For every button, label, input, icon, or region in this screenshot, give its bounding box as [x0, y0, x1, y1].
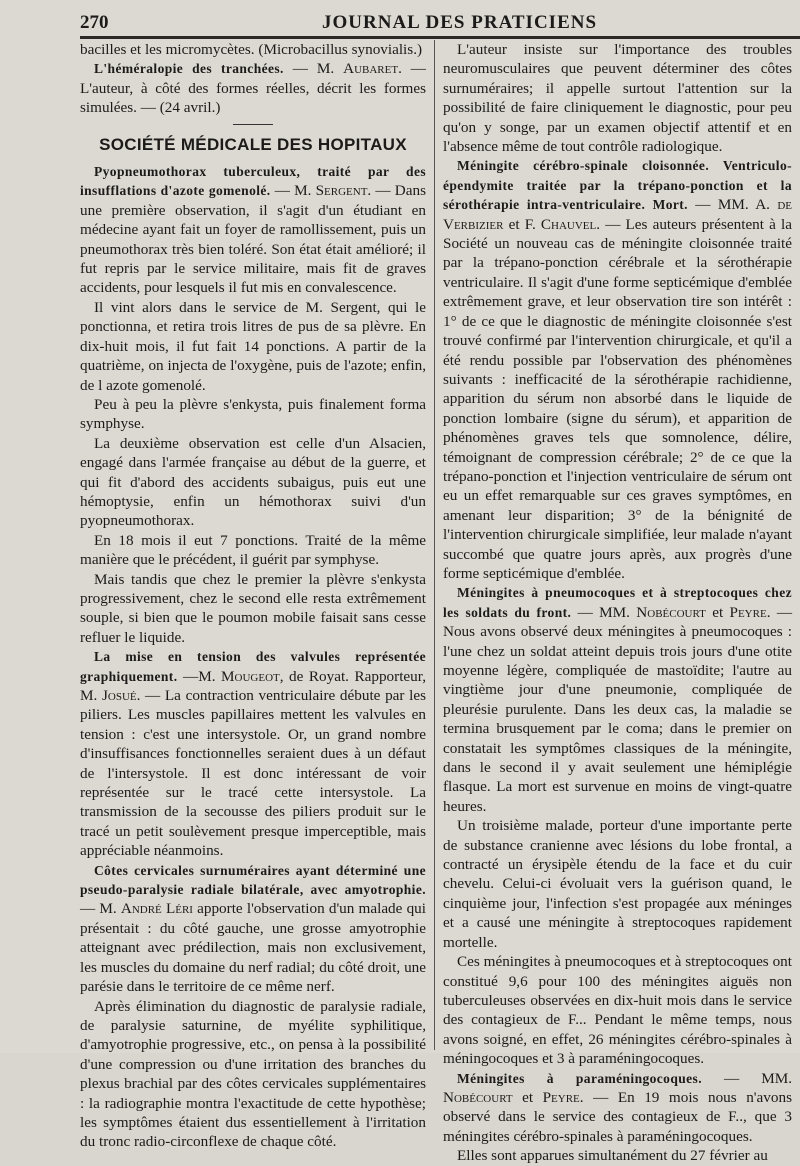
author-name: Aubaret	[343, 60, 399, 78]
paragraph: La deuxième observation est celle d'un Alsacien, engagé dans l'armée française au début de la guerre, et qui fit d'abord des accidents subaigus, puis eut une hémoptysie, enfin un hémothorax suivi d'un pyopneumothorax.	[80, 434, 426, 530]
paragraph: En 18 mois il eut 7 ponctions. Traité de la même manière que le précédent, il guérit par symphyse.	[80, 531, 426, 569]
author-name: Sergent	[315, 182, 368, 200]
header-rule	[80, 36, 800, 39]
paragraph: Un troisième malade, porteur d'une importante perte de substance cranienne avec lésions du lobe frontal, a contracté un érysipèle étendu de la face et du cuir chevelu. Celui-ci évoluait vers la guérison quand, le cinquième jour, l'infection s'est propagée aux méninges et a causé une méningite à streptocoques rapidement mortelle.	[443, 817, 792, 951]
paragraph: La mise en tension des valvules représentée graphiquement. —M. Mougeot, de Royat. Rapporteur, M. Josué. — La contraction ventriculaire débute par les piliers. Les muscles papillaires mettent les valvules en tension : c'est une intersystole. Or, un grand nombre d'insuffisances fonctionnelles seraient dues à un défaut de l'intersystole. Il est donc intéressant de voir représentée sur le tracé cette intersystole. La transmission de la secousse des piliers produit sur le tracé un petit soulèvement presque imperceptible, mais appréciable néanmoins.	[80, 649, 426, 860]
run-in-heading: Pyopneumothorax tuberculeux, traité par des insufflations d'azote gomenolé.	[80, 164, 426, 199]
page-header	[80, 8, 800, 32]
paragraph: Pyopneumothorax tuberculeux, traité par des insufflations d'azote gomenolé. — M. Sergent. — Dans une première observation, il s'agit d'un étudiant en médecine ayant fait un foyer de ramollissement, puis un pneumothorax très bien toléré. Son état était amélioré; il fut repris par le service militaire, mais fit de graves accidents, pour lesquels il fut mis en convalescence.	[80, 164, 426, 297]
left-column	[80, 40, 426, 1152]
run-in-heading: La mise en tension des valvules représentée graphiquement.	[80, 649, 426, 684]
author-name: Nobécourt	[443, 1088, 513, 1106]
paragraph: Méningites à pneumocoques et à streptocoques chez les soldats du front. — MM. Nobécourt et Peyre. — Nous avons observé deux méningites à pneumocoques : l'une chez un soldat atteint depuis trois jours d'une otite moyenne légère, compliquée de mastoïdite; l'autre au vingtième jour d'une pneumonie, compliquée de pleurésie purulente. Dans les deux cas, la maladie se termina brusquement par le coma; dans le premier on constatait les symptômes classiques de la méningite, dans le second il y avait seulement une hémiplégie flasque. La mort est survenue en moins de vingt-quatre heures.	[443, 585, 793, 815]
paragraph: bacilles et les micromycètes. (Microbacillus synovialis.)	[80, 41, 423, 58]
page-number: 270	[80, 12, 109, 33]
column-divider	[434, 40, 435, 1050]
author-name: de Verbizier	[443, 196, 792, 233]
author-name: Peyre	[729, 603, 767, 621]
paragraph: Il vint alors dans le service de M. Sergent, qui le ponctionna, et retira trois litres de pus de sa plèvre. En dix-huit mois, il fut fait 14 ponctions. A partir de la quatrième, on injecta de l'oxygène, puis de l'azote; enfin, de l azote gomenolé.	[80, 298, 426, 394]
paragraph: Elles sont apparues simultanément du 27 février au	[457, 1147, 768, 1165]
author-name: André Léri	[120, 900, 193, 918]
run-in-heading: Méningite cérébro-spinale cloisonnée. Ventriculo-épendymite traitée par la trépano-ponction et la sérothérapie intra-ventriculaire. Mort.	[443, 158, 792, 213]
paragraph: Ces méningites à pneumocoques et à streptocoques ont constitué 9,6 pour 100 des méningites aiguës non tuberculeuses observées en dix-huit mois dans le service des contagieux de F... Pendant le même temps, nous avons soigné, en effet, 26 méningites cérébro-spinales à méningocoques et 3 à paraméningocoques.	[443, 953, 792, 1068]
section-title: SOCIÉTÉ MÉDICALE DES HOPITAUX	[99, 134, 407, 154]
author-name: Nobécourt	[636, 603, 706, 621]
run-in-heading: L'héméralopie des tranchées.	[94, 61, 284, 77]
run-in-heading: Côtes cervicales surnuméraires ayant déterminé une pseudo-paralysie radiale bilatérale, avec amyotrophie.	[80, 862, 426, 898]
run-in-heading: Méningites à paraméningocoques.	[457, 1070, 702, 1086]
separator	[233, 124, 273, 125]
journal-title: JOURNAL DES PRATICIENS	[322, 12, 598, 33]
paragraph: Mais tandis que chez le premier la plèvre s'enkysta progressivement, chez le second elle resta extrêmement souple, si bien que le poumon mobile faisait sans cesse refluer le liquide.	[80, 570, 426, 646]
paragraph: Côtes cervicales surnuméraires ayant déterminé une pseudo-paralysie radiale bilatérale, avec amyotrophie. — M. André Léri apporte l'observation d'un malade qui présentait : du côté gauche, une grosse amyotrophie atteignant avec prédilection, mais non exclusivement, les muscles du domaine du nerf radial; du côté droit, une parésie dans le territoire de ce même nerf.	[80, 862, 426, 996]
right-column	[443, 40, 792, 1166]
paragraph: Méningite cérébro-spinale cloisonnée. Ventriculo-épendymite traitée par la trépano-ponction et la sérothérapie intra-ventriculaire. Mort. — MM. A. de Verbizier et F. Chauvel. — Les auteurs présentent à la Société un nouveau cas de méningite cloisonnée traité par la trépano-ponction cérébrale et la sérothérapie ventriculaire. Il s'agit d'une forme septicémique d'emblée extrêmement grave, et leur observation tire son intérêt : 1° de ce que le diagnostic de méningite cloisonnée s'est trouvé confirmé par l'intervention chirurgicale, et qu'il a été rendu possible par l'observation des phénomènes suivants : inefficacité de la sérothérapie rachidienne, apparition du sérum non absorbé dans le liquide de ponction lombaire (signe du sérum), et apparition de phénomènes graves tels que somnolence, délire, témoignant de compression cérébrale; 2° de ce que la trépano-ponction et l'injection ventriculaire de sérum ont eu un effet remarquable sur ces graves symptômes, en amenant leur disparition; 3° de la bénignité de l'intervention chirurgicale simplifiée, leur malade n'ayant succombé que quatre jours après, aux progrès d'une forme septicémique d'emblée.	[443, 158, 792, 582]
paragraph: L'héméralopie des tranchées. — M. Aubaret. — L'auteur, à côté des formes réelles, décrit les formes simulées. — (24 avril.)	[80, 60, 426, 117]
author-name: Chauvel	[540, 215, 597, 233]
paragraph: L'auteur insiste sur l'importance des troubles neuromusculaires que peuvent déterminer des côtes surnuméraires; il appelle surtout l'attention sur la possibilité de faire cliniquement le diagnostic, pour peu qu'on y songe, par un examen objectif attentif et en l'absence même de tout contrôle radiologique.	[443, 41, 792, 156]
author-name: Peyre	[542, 1088, 580, 1106]
paragraph: Méningites à paraméningocoques. — MM. Nobécourt et Peyre. — En 19 mois nous n'avons observé dans le service des contagieux de F.., que 3 méningites cérébro-spinales à paraméningocoques.	[443, 1069, 792, 1145]
author-name: Josué	[101, 687, 137, 704]
paragraph: Après élimination du diagnostic de paralysie radiale, de paralysie saturnine, de myélite syphilitique, d'amyotrophie progressive, etc., on pensa à la possibilité d'une compression ou d'une irritation des branches du plexus brachial par des côtes cervicales supplémentaires : la radiographie montra l'exactitude de cette hypothèse; les symptômes étaient dus essentiellement à l'irritation du tronc radio-circonflexe de chaque côté.	[80, 997, 426, 1151]
run-in-heading: Méningites à pneumocoques et à streptocoques chez les soldats du front.	[443, 585, 792, 620]
paragraph: Peu à peu la plèvre s'enkysta, puis finalement forma symphyse.	[80, 395, 426, 433]
author-name: Mougeot	[221, 667, 280, 685]
